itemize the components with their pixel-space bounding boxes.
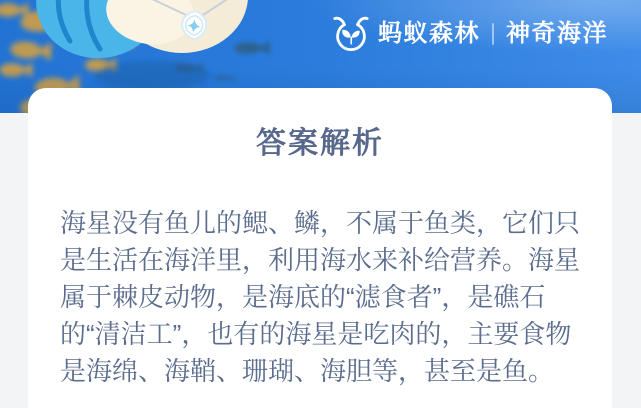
answer-body-line: 属于棘皮动物，是海底的“滤食者”，是礁石 (60, 282, 546, 312)
answer-body-line: 是生活在海洋里，利用海水来补给营养。海星 (60, 245, 581, 275)
answer-body (60, 205, 584, 390)
answer-body-line: 是海绵、海鞘、珊瑚、海胆等，甚至是鱼。 (60, 356, 555, 386)
ant-forest-logo-icon (331, 13, 371, 55)
brand-name: 蚂蚁森林 (378, 20, 480, 47)
answer-title: 答案解析 (256, 127, 384, 160)
answer-card (28, 88, 612, 408)
sprout-icon (342, 30, 359, 45)
answer-body-line: 的“清洁工”，也有的海星是吃肉的，主要食物 (60, 319, 572, 349)
answer-body-line: 海星没有鱼儿的鳃、鳞，不属于鱼类，它们只 (60, 208, 581, 238)
logo-divider (492, 23, 494, 45)
product-name: 神奇海洋 (506, 20, 608, 47)
brand-logo (331, 13, 608, 55)
